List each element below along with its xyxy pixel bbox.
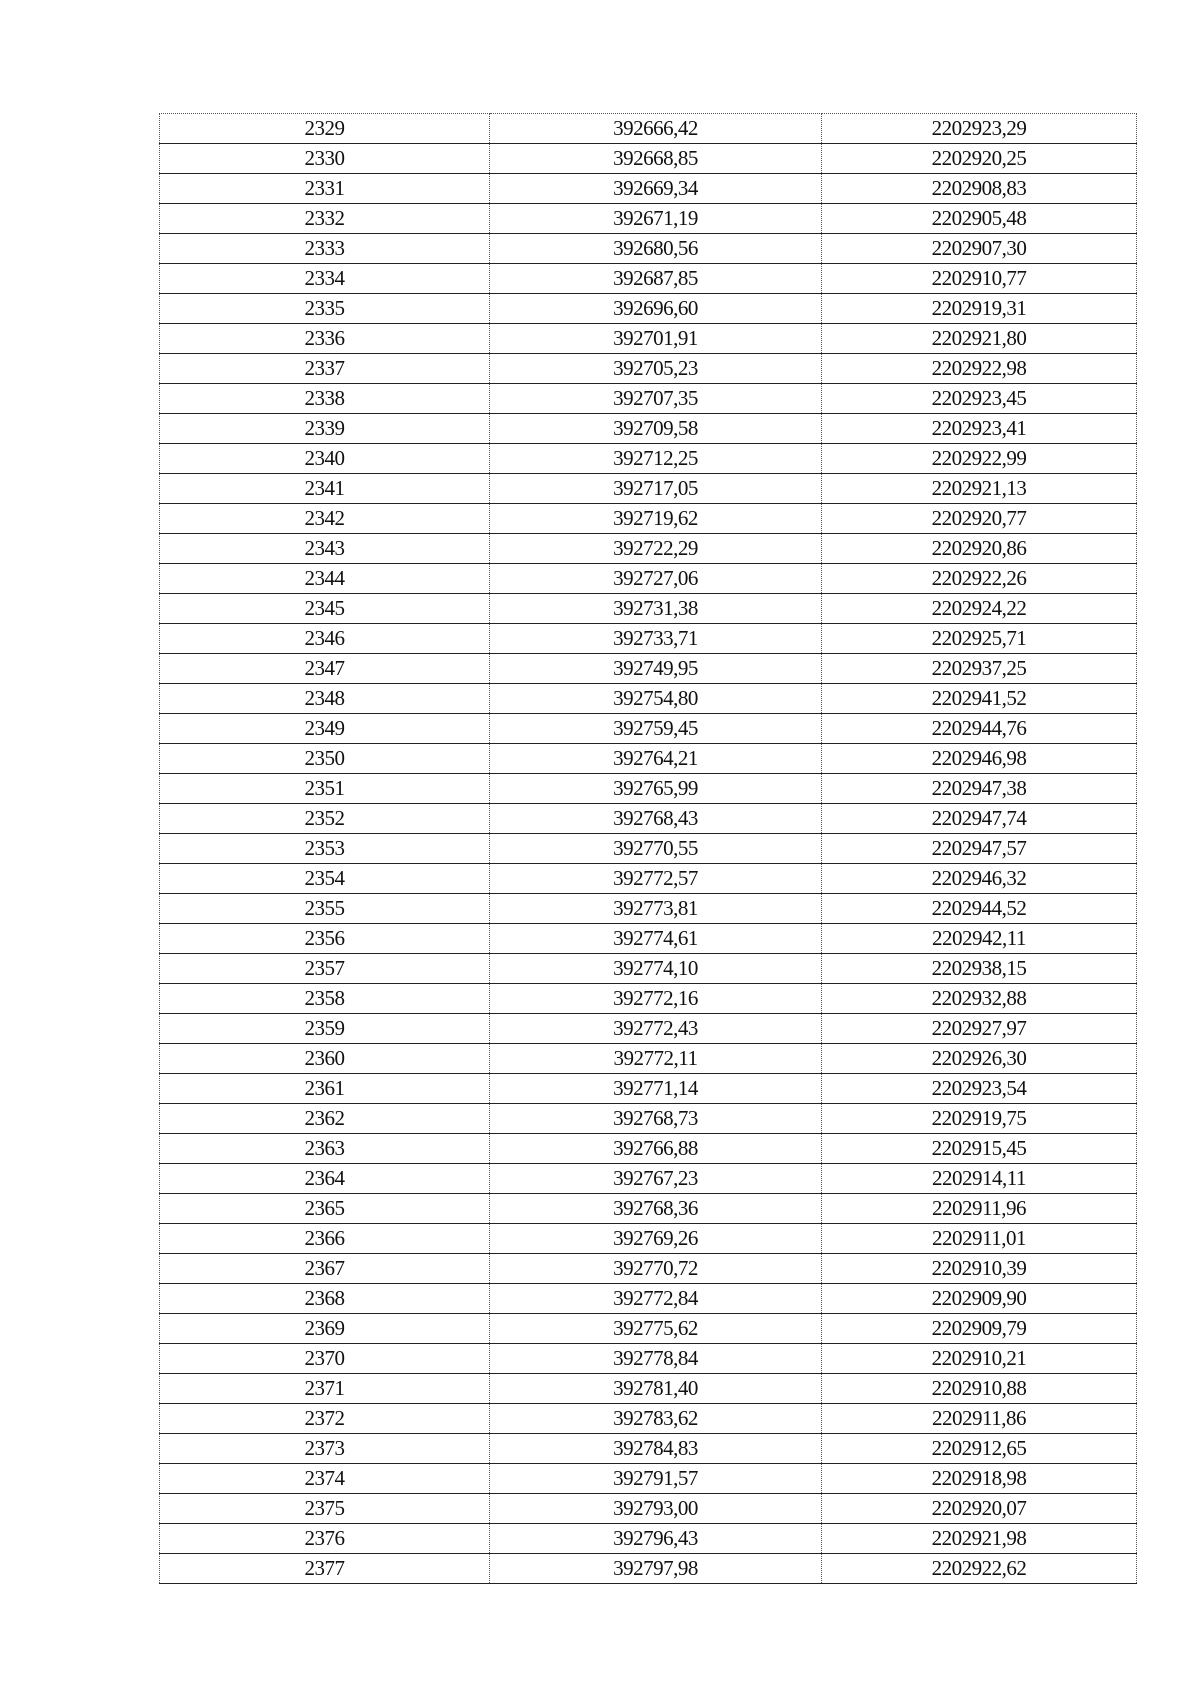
point-number-cell: 2342 <box>160 504 490 534</box>
table-row <box>160 624 1137 654</box>
y-coordinate-cell: 2202932,88 <box>822 984 1137 1014</box>
point-number-cell: 2361 <box>160 1074 490 1104</box>
table-row <box>160 204 1137 234</box>
table-row <box>160 1074 1137 1104</box>
x-coordinate-cell: 392709,58 <box>490 414 822 444</box>
table-row <box>160 414 1137 444</box>
x-coordinate-cell: 392778,84 <box>490 1344 822 1374</box>
table-row <box>160 174 1137 204</box>
y-coordinate-cell: 2202920,25 <box>822 144 1137 174</box>
table-row <box>160 1254 1137 1284</box>
table-row <box>160 444 1137 474</box>
x-coordinate-cell: 392774,10 <box>490 954 822 984</box>
y-coordinate-cell: 2202922,98 <box>822 354 1137 384</box>
y-coordinate-cell: 2202947,57 <box>822 834 1137 864</box>
point-number-cell: 2372 <box>160 1404 490 1434</box>
point-number-cell: 2364 <box>160 1164 490 1194</box>
x-coordinate-cell: 392791,57 <box>490 1464 822 1494</box>
point-number-cell: 2332 <box>160 204 490 234</box>
y-coordinate-cell: 2202947,38 <box>822 774 1137 804</box>
table-row <box>160 564 1137 594</box>
y-coordinate-cell: 2202920,86 <box>822 534 1137 564</box>
y-coordinate-cell: 2202923,41 <box>822 414 1137 444</box>
table-row <box>160 1194 1137 1224</box>
x-coordinate-cell: 392765,99 <box>490 774 822 804</box>
point-number-cell: 2370 <box>160 1344 490 1374</box>
point-number-cell: 2374 <box>160 1464 490 1494</box>
table-row <box>160 474 1137 504</box>
x-coordinate-cell: 392719,62 <box>490 504 822 534</box>
x-coordinate-cell: 392784,83 <box>490 1434 822 1464</box>
x-coordinate-cell: 392731,38 <box>490 594 822 624</box>
y-coordinate-cell: 2202919,31 <box>822 294 1137 324</box>
point-number-cell: 2337 <box>160 354 490 384</box>
x-coordinate-cell: 392759,45 <box>490 714 822 744</box>
table-row <box>160 144 1137 174</box>
x-coordinate-cell: 392733,71 <box>490 624 822 654</box>
point-number-cell: 2341 <box>160 474 490 504</box>
x-coordinate-cell: 392749,95 <box>490 654 822 684</box>
table-row <box>160 1404 1137 1434</box>
y-coordinate-cell: 2202907,30 <box>822 234 1137 264</box>
y-coordinate-cell: 2202918,98 <box>822 1464 1137 1494</box>
point-number-cell: 2367 <box>160 1254 490 1284</box>
y-coordinate-cell: 2202924,22 <box>822 594 1137 624</box>
point-number-cell: 2340 <box>160 444 490 474</box>
table-row <box>160 1014 1137 1044</box>
table-row <box>160 1284 1137 1314</box>
y-coordinate-cell: 2202912,65 <box>822 1434 1137 1464</box>
y-coordinate-cell: 2202923,45 <box>822 384 1137 414</box>
y-coordinate-cell: 2202922,26 <box>822 564 1137 594</box>
x-coordinate-cell: 392668,85 <box>490 144 822 174</box>
table-row <box>160 1374 1137 1404</box>
point-number-cell: 2351 <box>160 774 490 804</box>
x-coordinate-cell: 392671,19 <box>490 204 822 234</box>
table-row <box>160 774 1137 804</box>
point-number-cell: 2339 <box>160 414 490 444</box>
y-coordinate-cell: 2202915,45 <box>822 1134 1137 1164</box>
table-row <box>160 114 1137 144</box>
y-coordinate-cell: 2202925,71 <box>822 624 1137 654</box>
y-coordinate-cell: 2202944,76 <box>822 714 1137 744</box>
table-row <box>160 834 1137 864</box>
x-coordinate-cell: 392705,23 <box>490 354 822 384</box>
coordinates-table <box>159 113 1137 1584</box>
y-coordinate-cell: 2202911,01 <box>822 1224 1137 1254</box>
y-coordinate-cell: 2202910,21 <box>822 1344 1137 1374</box>
table-row <box>160 924 1137 954</box>
y-coordinate-cell: 2202910,88 <box>822 1374 1137 1404</box>
x-coordinate-cell: 392772,84 <box>490 1284 822 1314</box>
x-coordinate-cell: 392666,42 <box>490 114 822 144</box>
table-row <box>160 504 1137 534</box>
y-coordinate-cell: 2202923,29 <box>822 114 1137 144</box>
table-row <box>160 324 1137 354</box>
point-number-cell: 2344 <box>160 564 490 594</box>
point-number-cell: 2366 <box>160 1224 490 1254</box>
point-number-cell: 2368 <box>160 1284 490 1314</box>
x-coordinate-cell: 392727,06 <box>490 564 822 594</box>
table-row <box>160 714 1137 744</box>
x-coordinate-cell: 392766,88 <box>490 1134 822 1164</box>
x-coordinate-cell: 392768,73 <box>490 1104 822 1134</box>
point-number-cell: 2365 <box>160 1194 490 1224</box>
y-coordinate-cell: 2202921,13 <box>822 474 1137 504</box>
x-coordinate-cell: 392770,72 <box>490 1254 822 1284</box>
table-row <box>160 804 1137 834</box>
y-coordinate-cell: 2202937,25 <box>822 654 1137 684</box>
y-coordinate-cell: 2202910,39 <box>822 1254 1137 1284</box>
y-coordinate-cell: 2202921,80 <box>822 324 1137 354</box>
y-coordinate-cell: 2202909,79 <box>822 1314 1137 1344</box>
y-coordinate-cell: 2202944,52 <box>822 894 1137 924</box>
y-coordinate-cell: 2202920,07 <box>822 1494 1137 1524</box>
point-number-cell: 2369 <box>160 1314 490 1344</box>
y-coordinate-cell: 2202926,30 <box>822 1044 1137 1074</box>
y-coordinate-cell: 2202927,97 <box>822 1014 1137 1044</box>
point-number-cell: 2363 <box>160 1134 490 1164</box>
y-coordinate-cell: 2202919,75 <box>822 1104 1137 1134</box>
y-coordinate-cell: 2202947,74 <box>822 804 1137 834</box>
x-coordinate-cell: 392722,29 <box>490 534 822 564</box>
y-coordinate-cell: 2202946,32 <box>822 864 1137 894</box>
y-coordinate-cell: 2202905,48 <box>822 204 1137 234</box>
point-number-cell: 2353 <box>160 834 490 864</box>
point-number-cell: 2348 <box>160 684 490 714</box>
point-number-cell: 2359 <box>160 1014 490 1044</box>
point-number-cell: 2357 <box>160 954 490 984</box>
x-coordinate-cell: 392769,26 <box>490 1224 822 1254</box>
table-row <box>160 1224 1137 1254</box>
point-number-cell: 2375 <box>160 1494 490 1524</box>
point-number-cell: 2349 <box>160 714 490 744</box>
x-coordinate-cell: 392773,81 <box>490 894 822 924</box>
table-row <box>160 954 1137 984</box>
x-coordinate-cell: 392793,00 <box>490 1494 822 1524</box>
table-row <box>160 684 1137 714</box>
table-row <box>160 1134 1137 1164</box>
y-coordinate-cell: 2202938,15 <box>822 954 1137 984</box>
x-coordinate-cell: 392783,62 <box>490 1404 822 1434</box>
point-number-cell: 2350 <box>160 744 490 774</box>
x-coordinate-cell: 392768,36 <box>490 1194 822 1224</box>
table-row <box>160 1554 1137 1584</box>
point-number-cell: 2377 <box>160 1554 490 1584</box>
x-coordinate-cell: 392781,40 <box>490 1374 822 1404</box>
table-row <box>160 354 1137 384</box>
table-row <box>160 984 1137 1014</box>
x-coordinate-cell: 392687,85 <box>490 264 822 294</box>
x-coordinate-cell: 392775,62 <box>490 1314 822 1344</box>
point-number-cell: 2346 <box>160 624 490 654</box>
point-number-cell: 2338 <box>160 384 490 414</box>
x-coordinate-cell: 392669,34 <box>490 174 822 204</box>
y-coordinate-cell: 2202922,99 <box>822 444 1137 474</box>
x-coordinate-cell: 392717,05 <box>490 474 822 504</box>
table-row <box>160 594 1137 624</box>
point-number-cell: 2356 <box>160 924 490 954</box>
table-row <box>160 1524 1137 1554</box>
x-coordinate-cell: 392772,43 <box>490 1014 822 1044</box>
coordinates-table-body <box>160 114 1137 1584</box>
x-coordinate-cell: 392772,16 <box>490 984 822 1014</box>
x-coordinate-cell: 392772,11 <box>490 1044 822 1074</box>
point-number-cell: 2336 <box>160 324 490 354</box>
x-coordinate-cell: 392772,57 <box>490 864 822 894</box>
table-row <box>160 384 1137 414</box>
y-coordinate-cell: 2202911,96 <box>822 1194 1137 1224</box>
table-row <box>160 864 1137 894</box>
y-coordinate-cell: 2202941,52 <box>822 684 1137 714</box>
y-coordinate-cell: 2202942,11 <box>822 924 1137 954</box>
point-number-cell: 2330 <box>160 144 490 174</box>
x-coordinate-cell: 392771,14 <box>490 1074 822 1104</box>
point-number-cell: 2352 <box>160 804 490 834</box>
table-row <box>160 744 1137 774</box>
point-number-cell: 2333 <box>160 234 490 264</box>
y-coordinate-cell: 2202921,98 <box>822 1524 1137 1554</box>
y-coordinate-cell: 2202909,90 <box>822 1284 1137 1314</box>
y-coordinate-cell: 2202923,54 <box>822 1074 1137 1104</box>
point-number-cell: 2371 <box>160 1374 490 1404</box>
point-number-cell: 2354 <box>160 864 490 894</box>
point-number-cell: 2329 <box>160 114 490 144</box>
x-coordinate-cell: 392701,91 <box>490 324 822 354</box>
x-coordinate-cell: 392707,35 <box>490 384 822 414</box>
table-row <box>160 534 1137 564</box>
x-coordinate-cell: 392764,21 <box>490 744 822 774</box>
table-row <box>160 1314 1137 1344</box>
point-number-cell: 2347 <box>160 654 490 684</box>
table-row <box>160 1464 1137 1494</box>
table-row <box>160 1494 1137 1524</box>
x-coordinate-cell: 392797,98 <box>490 1554 822 1584</box>
x-coordinate-cell: 392696,60 <box>490 294 822 324</box>
y-coordinate-cell: 2202922,62 <box>822 1554 1137 1584</box>
point-number-cell: 2343 <box>160 534 490 564</box>
x-coordinate-cell: 392770,55 <box>490 834 822 864</box>
y-coordinate-cell: 2202914,11 <box>822 1164 1137 1194</box>
table-row <box>160 234 1137 264</box>
y-coordinate-cell: 2202910,77 <box>822 264 1137 294</box>
x-coordinate-cell: 392754,80 <box>490 684 822 714</box>
point-number-cell: 2335 <box>160 294 490 324</box>
table-row <box>160 894 1137 924</box>
x-coordinate-cell: 392680,56 <box>490 234 822 264</box>
x-coordinate-cell: 392712,25 <box>490 444 822 474</box>
table-row <box>160 654 1137 684</box>
point-number-cell: 2376 <box>160 1524 490 1554</box>
table-row <box>160 1164 1137 1194</box>
y-coordinate-cell: 2202911,86 <box>822 1404 1137 1434</box>
table-row <box>160 294 1137 324</box>
y-coordinate-cell: 2202920,77 <box>822 504 1137 534</box>
point-number-cell: 2345 <box>160 594 490 624</box>
y-coordinate-cell: 2202908,83 <box>822 174 1137 204</box>
table-row <box>160 1344 1137 1374</box>
x-coordinate-cell: 392767,23 <box>490 1164 822 1194</box>
table-row <box>160 1044 1137 1074</box>
point-number-cell: 2334 <box>160 264 490 294</box>
table-row <box>160 1434 1137 1464</box>
point-number-cell: 2360 <box>160 1044 490 1074</box>
point-number-cell: 2373 <box>160 1434 490 1464</box>
x-coordinate-cell: 392774,61 <box>490 924 822 954</box>
point-number-cell: 2331 <box>160 174 490 204</box>
x-coordinate-cell: 392768,43 <box>490 804 822 834</box>
point-number-cell: 2355 <box>160 894 490 924</box>
point-number-cell: 2362 <box>160 1104 490 1134</box>
table-row <box>160 1104 1137 1134</box>
table-row <box>160 264 1137 294</box>
point-number-cell: 2358 <box>160 984 490 1014</box>
x-coordinate-cell: 392796,43 <box>490 1524 822 1554</box>
y-coordinate-cell: 2202946,98 <box>822 744 1137 774</box>
